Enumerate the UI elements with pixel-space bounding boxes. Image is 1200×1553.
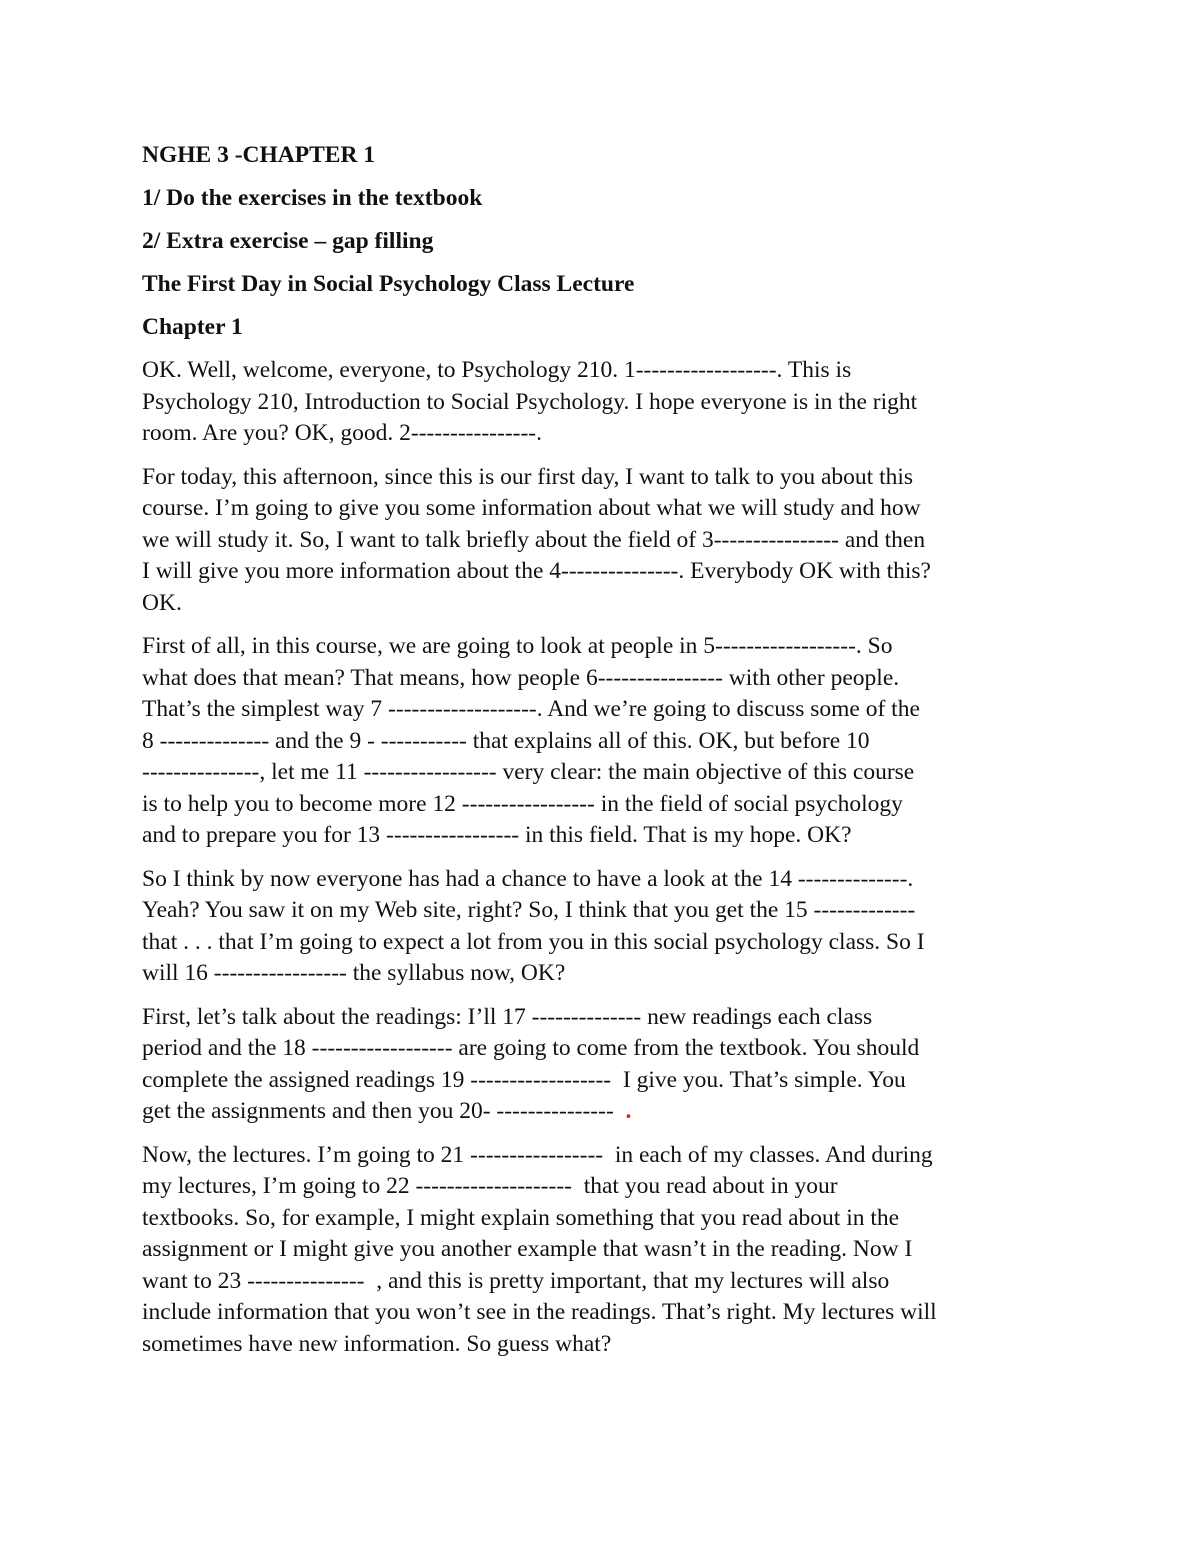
text-line: OK. Well, welcome, everyone, to Psychology 210. 1------------------. This is xyxy=(142,357,852,383)
text-line: want to 23 --------------- , and this is pretty important, that my lectures will also xyxy=(142,1267,890,1294)
text-line: what does that mean? That means, how people 6---------------- with other people. xyxy=(142,664,900,691)
document-page xyxy=(142,140,1082,1372)
lecture-title: The First Day in Social Psychology Class Lecture xyxy=(142,271,635,297)
text-line: and to prepare you for 13 ----------------- in this field. That is my hope. OK? xyxy=(142,822,852,848)
text-line: we will study it. So, I want to talk briefly about the field of 3---------------- and then xyxy=(142,526,926,553)
text-line: my lectures, I’m going to 22 -------------------- that you read about in your xyxy=(142,1173,838,1199)
text-line: get the assignments and then you 20- --------------- xyxy=(142,1098,626,1124)
paragraph-6 xyxy=(142,1140,1082,1361)
text-line: textbooks. So, for example, I might explain something that you read about in the xyxy=(142,1204,900,1231)
paragraph-1 xyxy=(142,355,1082,450)
instruction-2: 2/ Extra exercise – gap filling xyxy=(142,228,434,254)
text-line: That’s the simplest way 7 -------------------. And we’re going to discuss some of the xyxy=(142,696,920,722)
text-line: assignment or I might give you another example that wasn’t in the reading. Now I xyxy=(142,1236,913,1262)
text-line: Yeah? You saw it on my Web site, right? So, I think that you get the 15 ------------- xyxy=(142,897,916,923)
instruction-1: 1/ Do the exercises in the textbook xyxy=(142,185,483,211)
paragraph-2 xyxy=(142,462,1082,620)
text-line: For today, this afternoon, since this is our first day, I want to talk to you about this xyxy=(142,463,914,490)
text-line: First of all, in this course, we are going to look at people in 5------------------. So xyxy=(142,633,893,659)
text-line: I will give you more information about the 4---------------. Everybody OK with this? xyxy=(142,558,931,584)
text-line: that . . . that I’m going to expect a lot from you in this social psychology class. So I xyxy=(142,928,925,955)
text-line: course. I’m going to give you some information about what we will study and how xyxy=(142,495,921,521)
text-line: room. Are you? OK, good. 2----------------. xyxy=(142,420,542,446)
text-line: Psychology 210, Introduction to Social Psychology. I hope everyone is in the right xyxy=(142,388,918,415)
chapter-heading: Chapter 1 xyxy=(142,314,243,340)
document-title: NGHE 3 -CHAPTER 1 xyxy=(142,142,376,168)
paragraph-3 xyxy=(142,631,1082,852)
text-line: OK. xyxy=(142,589,182,616)
text-line: 8 -------------- and the 9 - ----------- that explains all of this. OK, but before 10 xyxy=(142,727,870,754)
paragraph-5 xyxy=(142,1002,1082,1128)
text-line: So I think by now everyone has had a chance to have a look at the 14 --------------. xyxy=(142,865,914,892)
text-line: complete the assigned readings 19 ------------------ I give you. That’s simple. You xyxy=(142,1066,906,1093)
text-line: include information that you won’t see in the readings. That’s right. My lectures will xyxy=(142,1299,937,1325)
text-line: sometimes have new information. So guess what? xyxy=(142,1330,612,1357)
text-line: First, let’s talk about the readings: I’ll 17 -------------- new readings each class xyxy=(142,1003,873,1030)
text-line: ---------------, let me 11 ----------------- very clear: the main objective of this course xyxy=(142,759,915,785)
paragraph-4 xyxy=(142,864,1082,990)
text-line: period and the 18 ------------------ are going to come from the textbook. You should xyxy=(142,1035,920,1061)
text-line: will 16 ----------------- the syllabus now, OK? xyxy=(142,960,566,986)
text-line: is to help you to become more 12 ----------------- in the field of social psychology xyxy=(142,790,903,817)
text-line-with-mark xyxy=(142,1096,1082,1128)
red-period-mark: . xyxy=(625,1098,632,1124)
text-line: Now, the lectures. I’m going to 21 ----------------- in each of my classes. And during xyxy=(142,1141,933,1168)
